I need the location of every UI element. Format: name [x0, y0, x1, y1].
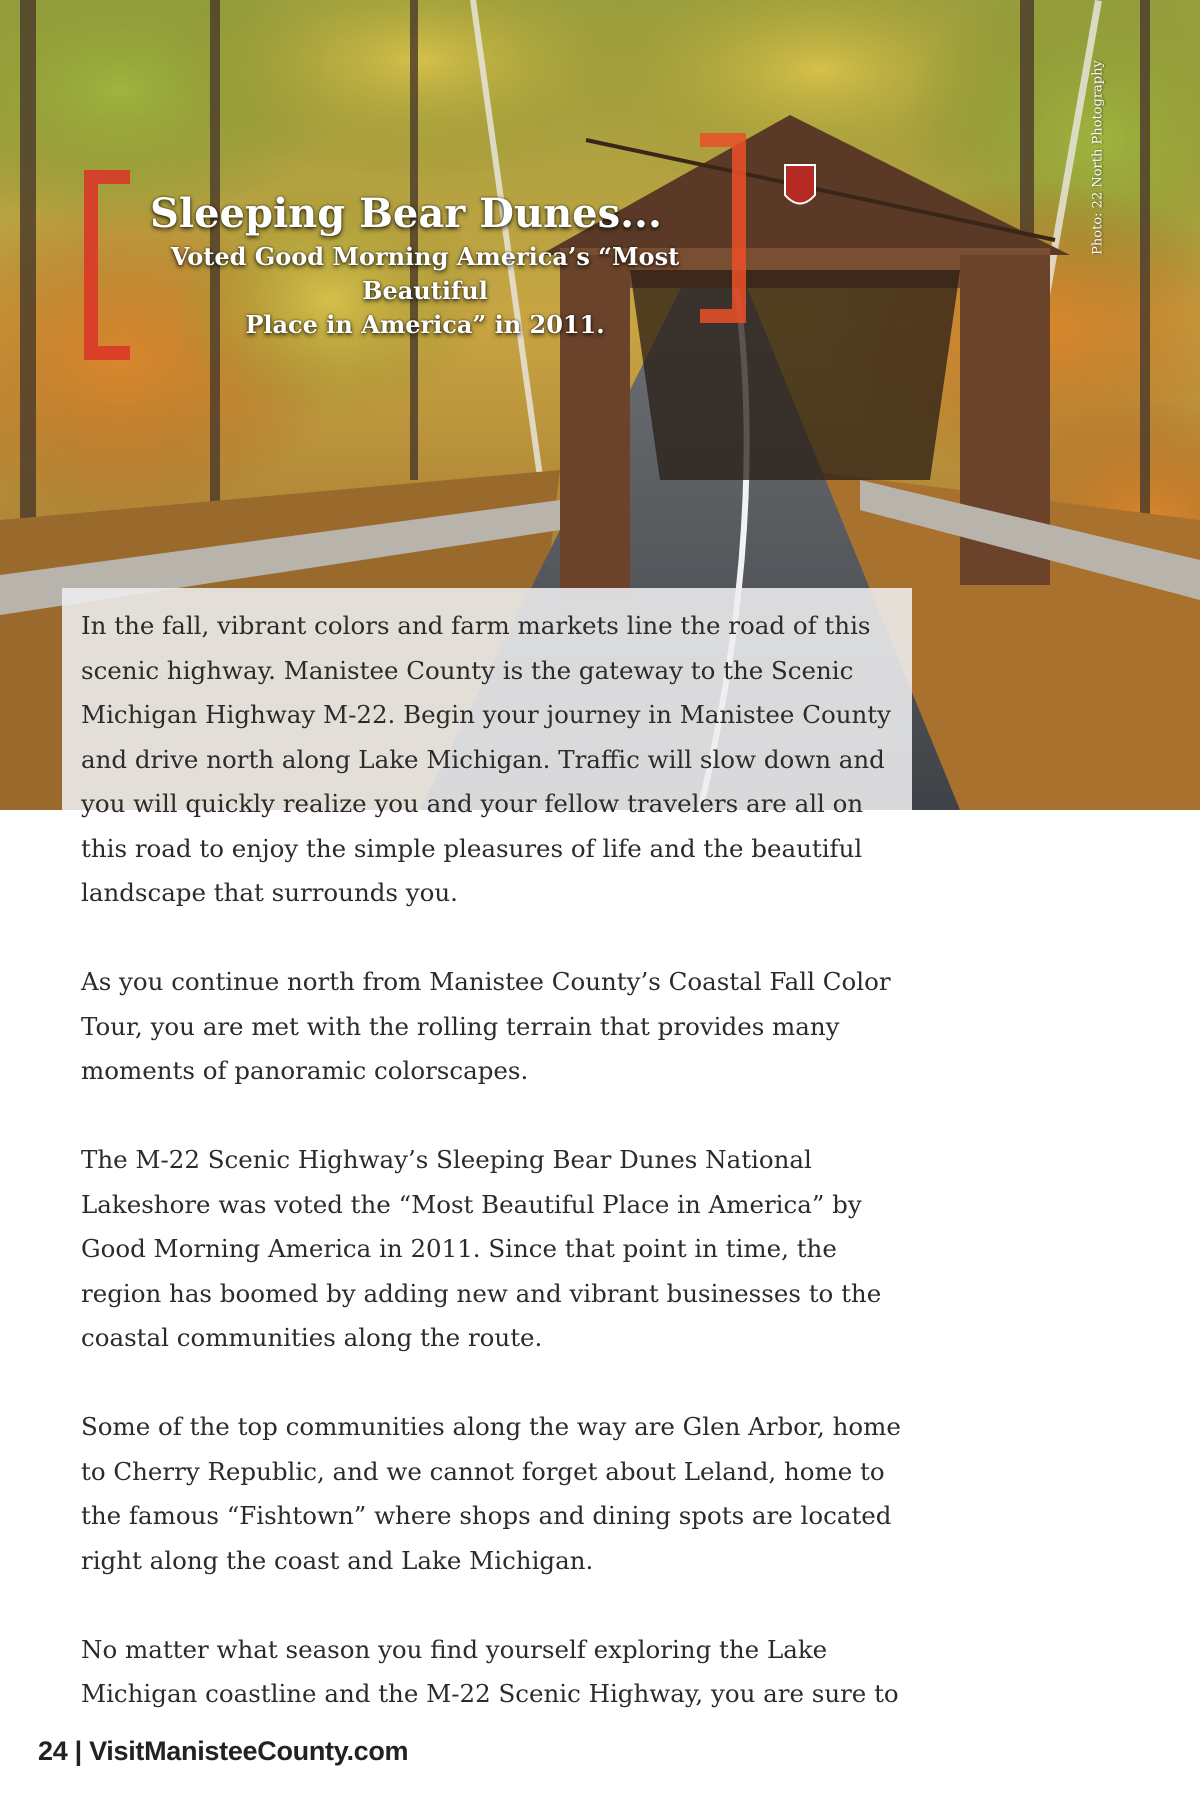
article-paragraph: In the fall, vibrant colors and farm markets line the road of this scenic highway. Manistee County is the gateway to the Scenic Michigan Highway M-22. Begin your journey in Manistee County and drive north along Lake Michigan. Traffic will slow down and you will quickly realize you and your fellow travelers are all on this road to enjoy the simple pleasures of life and the beautiful landscape that surrounds you. — [81, 611, 891, 907]
hero-subtitle — [120, 240, 730, 342]
park-emblem-icon — [785, 165, 815, 204]
article-paragraph: As you continue north from Manistee County’s Coastal Fall Color Tour, you are met with the rolling terrain that provides many moments of panoramic colorscapes. — [81, 967, 891, 1085]
page-footer: 24 | VisitManisteeCounty.com — [38, 1736, 409, 1766]
article-body — [81, 604, 911, 1761]
photo-credit: Photo: 22 North Photography — [1090, 60, 1106, 255]
hero-headline — [120, 190, 730, 342]
hero-subtitle-line1: Voted Good Morning America’s “Most Beautiful — [170, 242, 680, 305]
article-paragraph: No matter what season you find yourself exploring the Lake Michigan coastline and the M-22 Scenic Highway, you are sure to — [81, 1634, 899, 1708]
article-paragraph: Some of the top communities along the way are Glen Arbor, home to Cherry Republic, and we cannot forget about Leland, home to the famous “Fishtown” where shops and dining spots are located right along the coast and Lake Michigan. — [81, 1412, 901, 1575]
hero-title: Sleeping Bear Dunes... — [150, 190, 662, 237]
hero-subtitle-line2: Place in America” in 2011. — [245, 310, 605, 339]
article-paragraph: The M-22 Scenic Highway’s Sleeping Bear Dunes National Lakeshore was voted the “Most Beautiful Place in America” by Good Morning America in 2011. Since that point in time, the region has boomed by adding new and vibrant businesses to the coastal communities along the route. — [81, 1145, 882, 1352]
